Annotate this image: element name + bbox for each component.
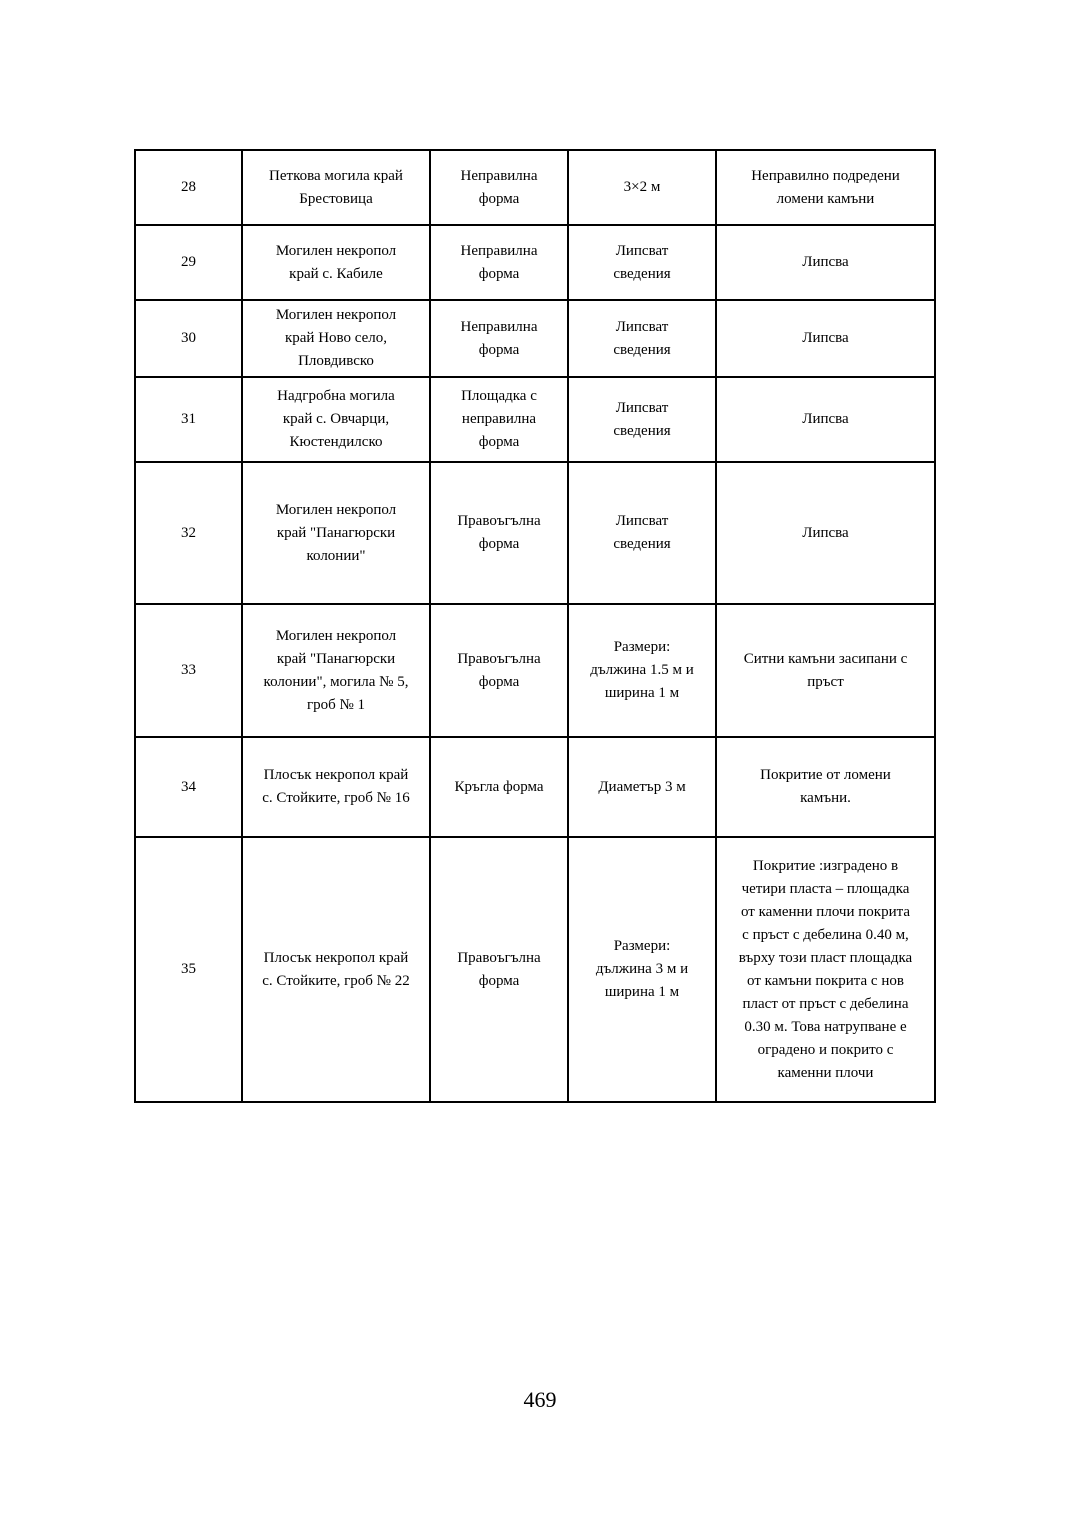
size-cell: Липсват сведения bbox=[568, 225, 716, 300]
form-cell: Неправилна форма bbox=[430, 150, 568, 225]
row-number: 30 bbox=[135, 300, 242, 377]
size-cell: Липсват сведения bbox=[568, 462, 716, 604]
grave-constructions-table bbox=[134, 149, 936, 1103]
size-cell: 3×2 м bbox=[568, 150, 716, 225]
site-cell: Могилен некропол край Ново село, Пловдивско bbox=[242, 300, 430, 377]
site-cell: Могилен некропол край с. Кабиле bbox=[242, 225, 430, 300]
size-cell: Липсват сведения bbox=[568, 377, 716, 462]
form-cell: Площадка с неправилна форма bbox=[430, 377, 568, 462]
form-cell: Неправилна форма bbox=[430, 300, 568, 377]
size-cell: Размери: дължина 3 м и ширина 1 м bbox=[568, 837, 716, 1102]
site-cell: Могилен некропол край "Панагюрски колонии" bbox=[242, 462, 430, 604]
construction-cell: Липсва bbox=[716, 225, 935, 300]
table-row bbox=[135, 837, 935, 1102]
construction-cell: Липсва bbox=[716, 300, 935, 377]
size-cell: Липсват сведения bbox=[568, 300, 716, 377]
form-cell: Правоъгълна форма bbox=[430, 604, 568, 737]
table-row bbox=[135, 225, 935, 300]
site-cell: Надгробна могила край с. Овчарци, Кюстендилско bbox=[242, 377, 430, 462]
construction-cell: Ситни камъни засипани с пръст bbox=[716, 604, 935, 737]
site-cell: Петкова могила край Брестовица bbox=[242, 150, 430, 225]
row-number: 32 bbox=[135, 462, 242, 604]
row-number: 34 bbox=[135, 737, 242, 837]
row-number: 33 bbox=[135, 604, 242, 737]
row-number: 28 bbox=[135, 150, 242, 225]
row-number: 35 bbox=[135, 837, 242, 1102]
size-cell: Диаметър 3 м bbox=[568, 737, 716, 837]
site-cell: Могилен некропол край "Панагюрски колонии", могила № 5, гроб № 1 bbox=[242, 604, 430, 737]
site-cell: Плосък некропол край с. Стойките, гроб № 16 bbox=[242, 737, 430, 837]
table-row bbox=[135, 150, 935, 225]
form-cell: Правоъгълна форма bbox=[430, 837, 568, 1102]
construction-cell: Неправилно подредени ломени камъни bbox=[716, 150, 935, 225]
row-number: 31 bbox=[135, 377, 242, 462]
table-row bbox=[135, 462, 935, 604]
form-cell: Правоъгълна форма bbox=[430, 462, 568, 604]
size-cell: Размери: дължина 1.5 м и ширина 1 м bbox=[568, 604, 716, 737]
construction-cell: Покритие от ломени камъни. bbox=[716, 737, 935, 837]
site-cell: Плосък некропол край с. Стойките, гроб № 22 bbox=[242, 837, 430, 1102]
form-cell: Неправилна форма bbox=[430, 225, 568, 300]
construction-cell: Покритие :изградено в четири пласта – площадка от каменни плочи покрита с пръст с дебелина 0.40 м, върху този пласт площадка от камъни покрита с нов пласт от пръст с дебелина 0.30 м. Това натрупване е оградено и покрито с каменни плочи bbox=[716, 837, 935, 1102]
table-row bbox=[135, 300, 935, 377]
table-row bbox=[135, 377, 935, 462]
row-number: 29 bbox=[135, 225, 242, 300]
table-row bbox=[135, 737, 935, 837]
form-cell: Кръгла форма bbox=[430, 737, 568, 837]
table-row bbox=[135, 604, 935, 737]
construction-cell: Липсва bbox=[716, 377, 935, 462]
construction-cell: Липсва bbox=[716, 462, 935, 604]
page-number: 469 bbox=[523, 1387, 557, 1412]
